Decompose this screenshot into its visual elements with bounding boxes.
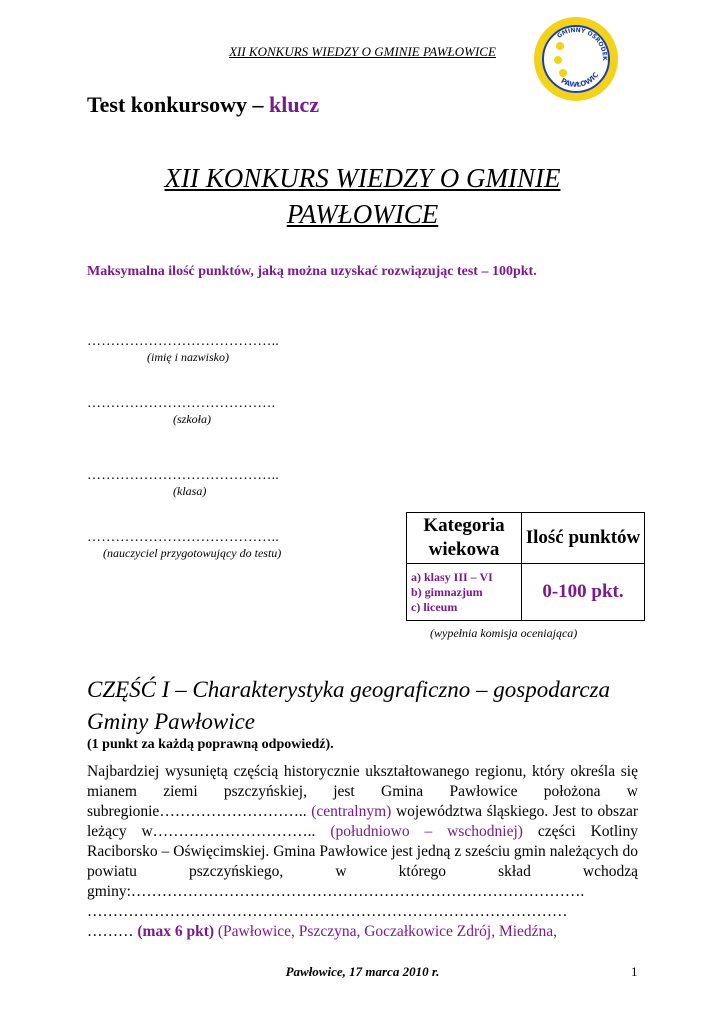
- gok-logo: [533, 16, 619, 102]
- field-name[interactable]: [87, 334, 279, 365]
- test-title-prefix: Test konkursowy –: [87, 92, 269, 117]
- logo-text-top: GMINNY OŚRODEK: [555, 26, 609, 61]
- logo-text-bottom: PAWŁOWIC: [559, 71, 601, 90]
- text-part: województwa śląskiego. Jest to obszar leżący w…………………………..: [87, 803, 639, 840]
- table-note: (wypełnia komisja oceniająca): [430, 626, 578, 640]
- answer-1: (centralnym): [311, 803, 392, 820]
- footer-date: Pawłowice, 17 marca 2010 r.: [285, 964, 440, 979]
- field-name-dots[interactable]: …………………………………..: [87, 334, 279, 349]
- question-paragraph: [87, 762, 638, 942]
- category-item: a) klasy III – VI: [411, 569, 493, 584]
- main-title-line1: XII KONKURS WIEDZY O GMINIE: [164, 163, 561, 193]
- field-school-label: (szkoła): [173, 412, 211, 426]
- header-category: Kategoria wiekowa: [407, 513, 522, 564]
- field-class[interactable]: [87, 468, 279, 499]
- field-class-label: (klasa): [173, 484, 207, 498]
- category-list: [407, 564, 522, 621]
- answer-3: (Pawłowice, Pszczyna, Goczałkowice Zdrój, Miedźna,: [214, 923, 558, 940]
- text-part: części Kotliny Raciborsko – Oświęcimskiej. Gmina Pawłowice jest jedną z sześciu gmin należących do powiatu pszczyńskiego, w którego skład wchodzą gminy:…………………………………………………………………………….: [87, 823, 638, 900]
- main-title-line2: PAWŁOWICE: [286, 199, 439, 229]
- test-title: [87, 92, 319, 118]
- field-teacher-dots[interactable]: …………………………………..: [87, 530, 279, 545]
- answer-max: (max 6 pkt): [137, 923, 215, 940]
- category-table: [406, 512, 645, 621]
- section-title: CZĘŚĆ I – Charakterystyka geograficzno – gospodarcza Gminy Pawłowice: [87, 677, 611, 734]
- text-part: ………: [87, 923, 138, 940]
- max-points-note: Maksymalna ilość punktów, jaką można uzyskać rozwiązując test – 100pkt.: [87, 264, 537, 279]
- text-part: …………………………………………………………………………………: [87, 903, 568, 920]
- category-item: b) gimnazjum: [411, 584, 483, 599]
- main-title: [0, 160, 725, 232]
- answer-2: (południowo – wschodniej): [330, 823, 523, 840]
- field-teacher[interactable]: [87, 530, 281, 561]
- points-value: 0-100 pkt.: [522, 564, 645, 621]
- field-school[interactable]: [87, 396, 275, 427]
- field-school-dots[interactable]: ………………………………….: [87, 396, 276, 411]
- test-title-key: klucz: [268, 92, 320, 117]
- section-subtitle: (1 punkt za każdą poprawną odpowiedź).: [87, 737, 334, 752]
- text-part: Najbardziej wysuniętą częścią historycznie ukształtowanego regionu, który określa się mianem ziemi pszczyńskiej, jest Gmina Pawłowice położona w subregionie………………………..: [87, 763, 638, 820]
- field-name-label: (imię i nazwisko): [147, 350, 229, 364]
- category-item: c) liceum: [411, 599, 458, 614]
- header-points: Ilość punktów: [522, 513, 645, 564]
- header-title: XII KONKURS WIEDZY O GMINIE PAWŁOWICE: [229, 44, 496, 59]
- field-class-dots[interactable]: …………………………………..: [87, 468, 279, 483]
- logo-graphic: [533, 16, 619, 102]
- page-number: 1: [631, 964, 638, 979]
- field-teacher-label: (nauczyciel przygotowujący do testu): [103, 546, 282, 560]
